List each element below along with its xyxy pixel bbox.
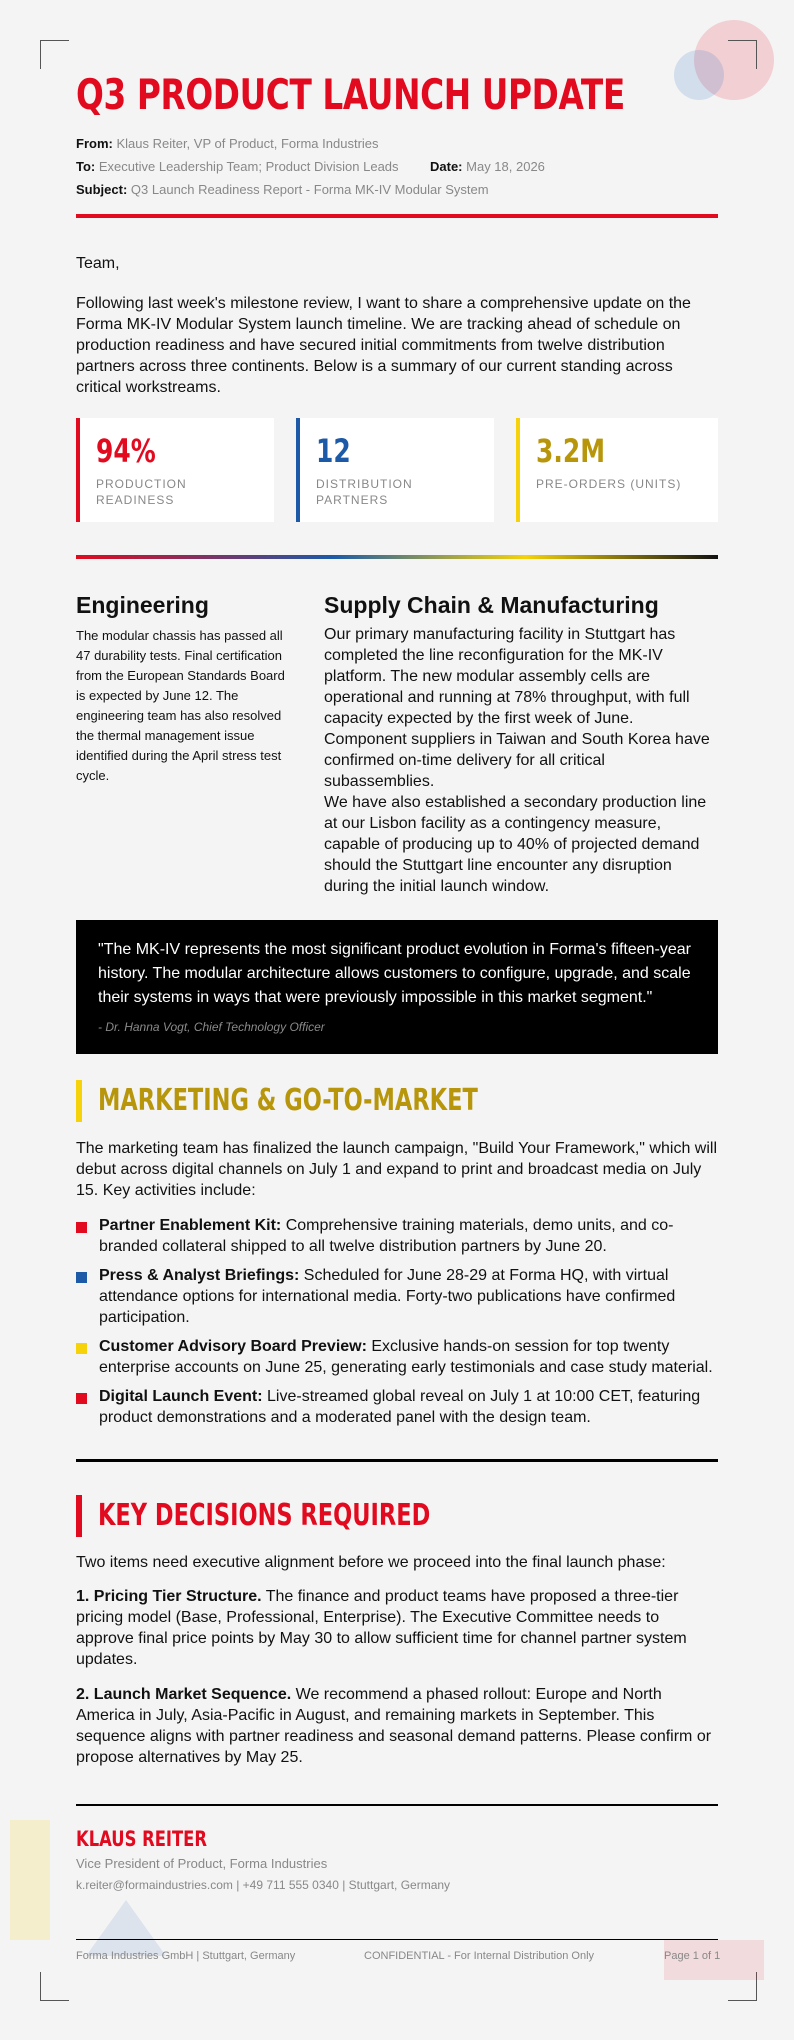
subject-line (76, 182, 489, 197)
decision-text: The finance and product teams have proposed a three-tier pricing model (Base, Professional, Enterprise). The Executive Committee needs to approve final price points by May 30 to allow sufficient time for channel partner system updates. (76, 1588, 687, 1668)
square-bullet-icon (76, 1222, 87, 1233)
to-line (76, 159, 399, 174)
signature-title: Vice President of Product, Forma Industries (76, 1856, 328, 1871)
list-item-text: Scheduled for June 28-29 at Forma HQ, with virtual attendance options for international media. Forty-two publications have confirmed participation. (99, 1267, 676, 1326)
signature-name: KLAUS REITER (76, 1827, 207, 1851)
list-item-title: Digital Launch Event: (99, 1388, 263, 1405)
page-title: Q3 PRODUCT LAUNCH UPDATE (76, 70, 625, 119)
corner-mark (728, 40, 757, 69)
list-item-text: Exclusive hands-on session for top twenty enterprise accounts on June 25, generating early testimonials and case study material. (99, 1338, 713, 1376)
stat-value: 3.2M (536, 432, 606, 470)
decision-item (76, 1684, 718, 1768)
intro-paragraph: Following last week's milestone review, I want to share a comprehensive update on the Forma MK-IV Modular System launch timeline. We are tracking ahead of schedule on production readiness and have secured initial commitments from twelve distribution partners across three continents. Below is a summary of our current standing across critical workstreams. (76, 295, 691, 396)
stat-accent-bar (296, 418, 300, 522)
decisions-heading: KEY DECISIONS REQUIRED (98, 1498, 431, 1533)
marketing-heading: MARKETING & GO-TO-MARKET (98, 1083, 478, 1118)
decision-title: 2. Launch Market Sequence. (76, 1686, 292, 1703)
footer-page-number: Page 1 of 1 (664, 1950, 721, 1962)
decorative-circle (674, 50, 724, 100)
stat-card-partners (296, 418, 494, 522)
from-line (76, 136, 379, 151)
subject-value: Q3 Launch Readiness Report - Forma MK-IV Modular System (130, 182, 489, 197)
stat-accent-bar (76, 418, 80, 522)
supply-chain-paragraph: Our primary manufacturing facility in Stuttgart has completed the line reconfiguration for the MK-IV platform. The new modular assembly cells are operational and running at 78% throughput, with full capacity expected by the first week of June. Component suppliers in Taiwan and South Korea have confirmed on-time delivery for all critical subassemblies. (324, 626, 710, 790)
footer-confidential: CONFIDENTIAL - For Internal Distribution Only (364, 1950, 595, 1962)
section-divider (76, 1459, 718, 1462)
decorative-triangle (86, 1900, 166, 1956)
from-label: From: (76, 136, 113, 151)
gradient-divider (76, 555, 718, 559)
to-label: To: (76, 159, 96, 174)
date-label: Date: (430, 159, 463, 174)
section-accent-bar (76, 1495, 82, 1537)
subject-label: Subject: (76, 182, 128, 197)
signature-contact: k.reiter@formaindustries.com | +49 711 555 0340 | Stuttgart, Germany (76, 1878, 451, 1892)
to-value: Executive Leadership Team; Product Division Leads (98, 159, 399, 174)
decorative-block (10, 1820, 50, 1940)
corner-mark (40, 40, 69, 69)
marketing-intro: The marketing team has finalized the launch campaign, "Build Your Framework," which will debut across digital channels on July 1 and expand to print and broadcast media on July 15. Key activities include: (76, 1140, 717, 1199)
list-item-title: Press & Analyst Briefings: (99, 1267, 300, 1284)
header-divider (76, 214, 718, 218)
stat-accent-bar (516, 418, 520, 522)
supply-chain-text (324, 624, 718, 897)
greeting: Team, (76, 255, 120, 272)
engineering-heading: Engineering (76, 592, 209, 618)
square-bullet-icon (76, 1272, 87, 1283)
stat-value: 12 (316, 432, 351, 470)
decision-text: We recommend a phased rollout: Europe and North America in July, Asia-Pacific in August, and remaining markets in September. This sequence aligns with partner readiness and seasonal demand patterns. Please confirm or propose alternatives by May 25. (76, 1686, 712, 1766)
stat-value: 94% (96, 432, 156, 470)
list-item (76, 1215, 718, 1257)
list-item (76, 1336, 718, 1378)
stat-label: DISTRIBUTION PARTNERS (316, 477, 413, 507)
supply-chain-heading: Supply Chain & Manufacturing (324, 592, 659, 618)
stat-card-production (76, 418, 274, 522)
decisions-intro: Two items need executive alignment before we proceed into the final launch phase: (76, 1554, 666, 1571)
supply-chain-paragraph: We have also established a secondary production line at our Lisbon facility as a contingency measure, capable of producing up to 40% of projected demand should the Stuttgart line encounter any disruption during the initial launch window. (324, 794, 707, 895)
marketing-activities-list (76, 1215, 718, 1436)
pull-quote (76, 920, 718, 1054)
list-item (76, 1265, 718, 1328)
list-item-title: Customer Advisory Board Preview: (99, 1338, 367, 1355)
from-value: Klaus Reiter, VP of Product, Forma Industries (116, 136, 379, 151)
stat-label: PRODUCTION READINESS (96, 477, 187, 507)
stat-label: PRE-ORDERS (UNITS) (536, 477, 682, 491)
list-item-title: Partner Enablement Kit: (99, 1217, 282, 1234)
square-bullet-icon (76, 1343, 87, 1354)
engineering-text: The modular chassis has passed all 47 durability tests. Final certification from the European Standards Board is expected by June 12. The engineering team has also resolved the thermal management issue identified during the April stress test cycle. (76, 628, 285, 783)
decision-item (76, 1586, 718, 1670)
corner-mark (40, 1972, 69, 2001)
square-bullet-icon (76, 1393, 87, 1404)
quote-text: "The MK-IV represents the most significant product evolution in Forma's fifteen-year history. The modular architecture allows customers to configure, upgrade, and scale their systems in ways that were previously impossible in this market segment." (98, 941, 691, 1006)
footer-company: Forma Industries GmbH | Stuttgart, Germany (76, 1950, 296, 1962)
signature-divider (76, 1804, 718, 1806)
date-value: May 18, 2026 (466, 159, 545, 174)
list-item-text: Comprehensive training materials, demo units, and co-branded collateral shipped to all twelve distribution partners by June 20. (99, 1217, 674, 1255)
list-item (76, 1386, 718, 1428)
stat-card-preorders (516, 418, 718, 522)
section-accent-bar (76, 1080, 82, 1122)
date-line (430, 159, 545, 174)
quote-attribution: - Dr. Hanna Vogt, Chief Technology Officer (98, 1020, 325, 1034)
list-item-text: Live-streamed global reveal on July 1 at 10:00 CET, featuring product demonstrations and a moderated panel with the design team. (99, 1388, 701, 1426)
decision-title: 1. Pricing Tier Structure. (76, 1588, 262, 1605)
footer-divider (76, 1939, 718, 1940)
